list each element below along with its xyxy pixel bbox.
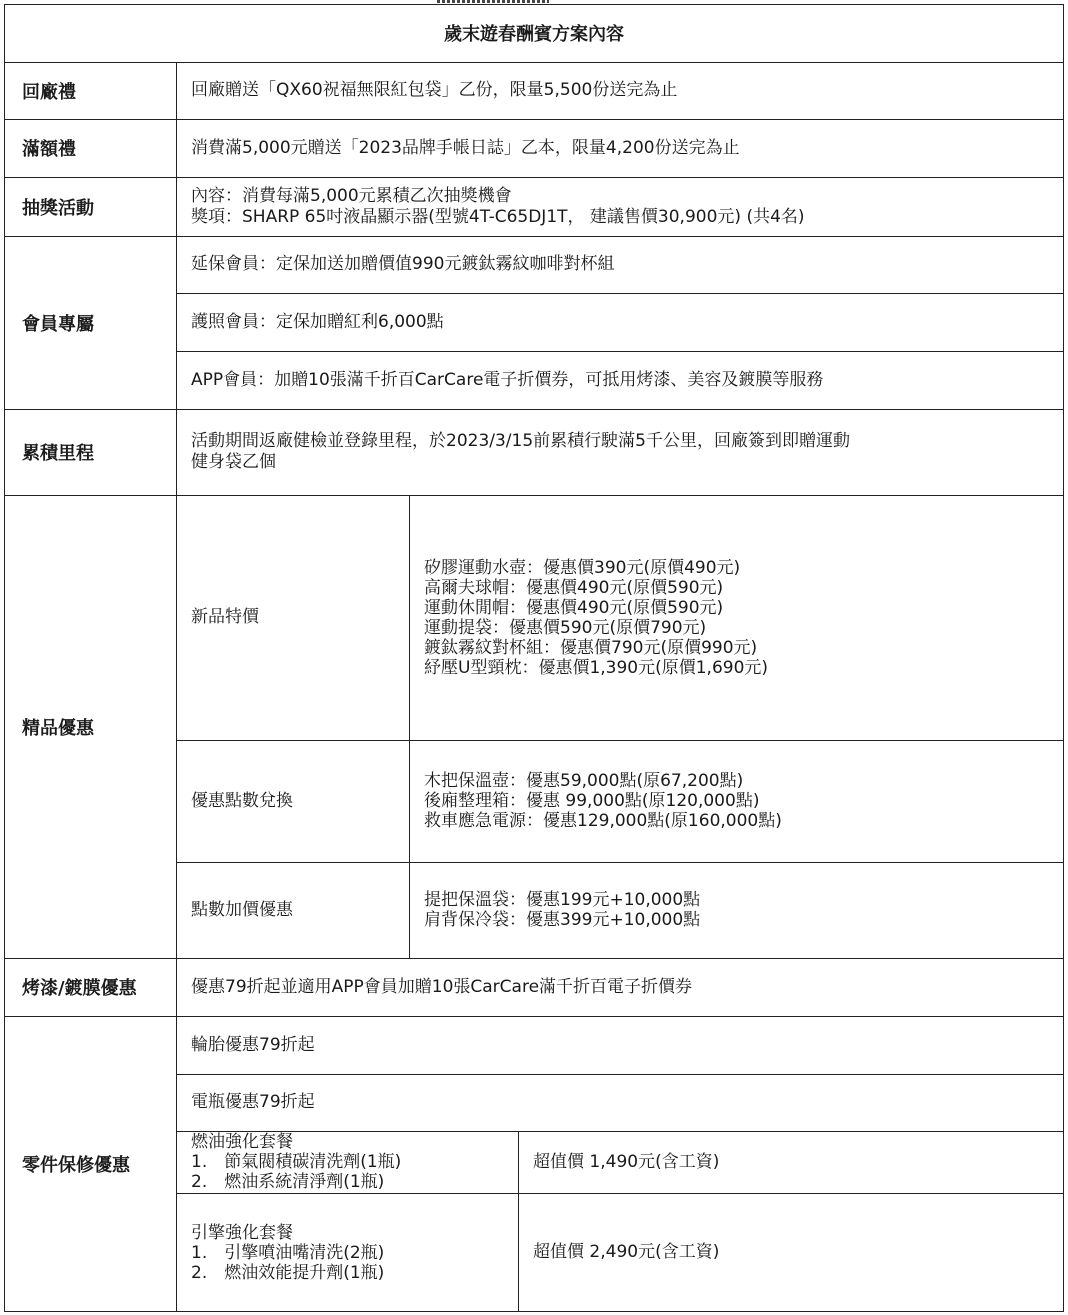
package-item: 1. 節氣閥積碳清洗劑(1瓶): [191, 1152, 402, 1172]
lottery-line: 內容：消費每滿5,000元累積乙次抽獎機會: [191, 185, 512, 206]
member-item: APP會員：加贈10張滿千折百CarCare電子折價券，可抵用烤漆、美容及鍍膜等服務: [191, 369, 824, 390]
mileage-content: [177, 409, 1064, 495]
member-item: 延保會員：定保加送加贈價值990元鍍鈦霧紋咖啡對杯組: [191, 254, 615, 274]
mileage-label: 累積里程: [22, 443, 94, 464]
paint-label: 烤漆/鍍膜優惠: [22, 978, 137, 999]
list-item: 鍍鈦霧紋對杯組：優惠價790元(原價990元): [424, 637, 758, 658]
list-item: 後廂整理箱：優惠 99,000點(原120,000點): [424, 791, 760, 811]
return-gift-label: 回廠禮: [22, 81, 76, 103]
engine-package-price: 超值價 2,490元(含工資): [533, 1242, 720, 1262]
fuel-package-price: 超值價 1,490元(含工資): [533, 1151, 720, 1172]
package-title: 燃油強化套餐: [191, 1132, 293, 1152]
points-plus-list: [410, 862, 1064, 958]
list-item: 紓壓U型頸枕：優惠價1,390元(原價1,690元): [424, 657, 769, 678]
list-item: 高爾夫球帽：優惠價490元(原價590元): [424, 577, 724, 598]
list-item: 運動提袋：優惠價590元(原價790元): [424, 617, 707, 638]
package-title: 引擎強化套餐: [191, 1222, 293, 1243]
paint-text: 優惠79折起並適用APP會員加贈10張CarCare滿千折百電子折價券: [191, 976, 693, 997]
list-item: 矽膠運動水壺：優惠價390元(原價490元): [424, 557, 741, 578]
battery-offer: 電瓶優惠79折起: [191, 1092, 315, 1112]
lottery-line: 獎項：SHARP 65吋液晶顯示器(型號4T-C65DJ1T， 建議售價30,900元) (共4名): [191, 206, 805, 227]
member-item: 護照會員：定保加贈紅利6,000點: [191, 311, 444, 332]
spend-gift-text: 消費滿5,000元贈送「2023品牌手帳日誌」乙本，限量4,200份送完為止: [191, 137, 740, 158]
package-item: 2. 燃油系統清淨劑(1瓶): [191, 1172, 385, 1192]
boutique-label: 精品優惠: [22, 717, 94, 739]
new-items-list: [410, 495, 1064, 740]
list-item: 救車應急電源：優惠129,000點(原160,000點): [424, 811, 782, 831]
package-item: 2. 燃油效能提升劑(1瓶): [191, 1262, 385, 1283]
mileage-line: 健身袋乙個: [191, 452, 276, 472]
lottery-content: [177, 177, 1064, 236]
return-gift-text: 回廠贈送「QX60祝福無限紅包袋」乙份，限量5,500份送完為止: [191, 80, 678, 100]
fuel-package: [177, 1131, 518, 1193]
list-item: 肩背保冷袋：優惠399元+10,000點: [424, 910, 701, 930]
spend-gift-label: 滿額禮: [22, 139, 76, 160]
list-item: 提把保溫袋：優惠199元+10,000點: [424, 890, 701, 910]
top-edge-fragment: [437, 0, 549, 3]
member-label: 會員專屬: [22, 313, 94, 335]
list-item: 運動休閒帽：優惠價490元(原價590元): [424, 597, 724, 618]
engine-package: [177, 1193, 518, 1312]
points-redeem-label: 優惠點數兌換: [191, 790, 293, 811]
parts-label: 零件保修優惠: [22, 1155, 130, 1176]
new-items-label: 新品特價: [191, 607, 259, 627]
list-item: 木把保溫壺：優惠59,000點(原67,200點): [424, 771, 744, 791]
table-title: 歲末遊春酬賓方案內容: [444, 24, 624, 45]
mileage-line: 活動期間返廠健檢並登錄里程，於2023/3/15前累積行駛滿5千公里，回廠簽到即贈運動: [191, 431, 850, 451]
lottery-label: 抽獎活動: [22, 197, 94, 219]
points-redeem-list: [410, 740, 1064, 862]
tire-offer: 輪胎優惠79折起: [191, 1034, 315, 1055]
package-item: 1. 引擎噴油嘴清洗(2瓶): [191, 1242, 385, 1263]
points-plus-label: 點數加價優惠: [191, 899, 293, 920]
